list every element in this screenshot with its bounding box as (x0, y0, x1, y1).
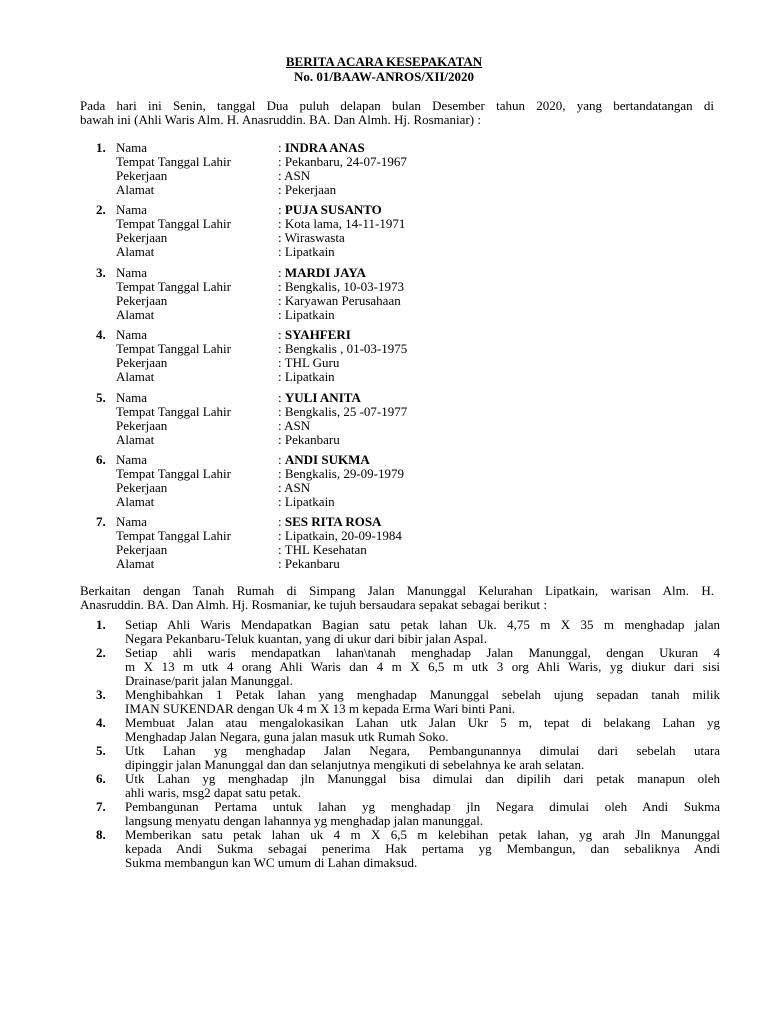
heir-row (116, 155, 716, 169)
agreement-number: 7. (96, 799, 106, 814)
agreement-item (80, 618, 720, 646)
heir-row (116, 495, 716, 509)
agreement-intro-paragraph (80, 584, 714, 612)
heir-birth: : Lipatkain, 20-09-1984 (278, 528, 402, 544)
occupation-label: Pekerjaan (116, 479, 168, 495)
nama-label: Nama (116, 514, 148, 530)
birth-label: Tempat Tanggal Lahir (116, 154, 231, 169)
heir-row (116, 203, 716, 217)
agreements-list (80, 618, 720, 870)
heir-row (116, 294, 716, 308)
agreement-line: m X 13 m utk 4 orang Ahli Waris dan 4 m X 6,5 m utk 3 org Ahli Waris, yg diukur dari sisi (125, 659, 720, 674)
heir-row (116, 467, 716, 481)
heir-row (116, 405, 716, 419)
heir-number: 5. (96, 389, 106, 405)
heir-number: 4. (96, 327, 106, 343)
address-label: Alamat (116, 244, 155, 260)
agreement-text (125, 618, 720, 646)
agreement-line: Membuat Jalan atau mengalokasikan Lahan utk Jalan Ukr 5 m, tepat di belakang Lahan yg (125, 715, 720, 730)
heir-row (116, 231, 716, 245)
heir-row (116, 183, 716, 197)
name-colon: : (278, 327, 285, 343)
heir-birth: : Bengkalis , 01-03-1975 (278, 341, 408, 357)
heir-row (116, 529, 716, 543)
agreement-item (80, 800, 720, 828)
heir-row (116, 342, 716, 356)
agreement-text (125, 646, 720, 688)
agreement-line: Sukma membangun kan WC umum di Lahan dimaksud. (125, 855, 418, 870)
address-label: Alamat (116, 306, 155, 322)
intro-paragraph (80, 99, 714, 127)
heir-birth: : Pekanbaru, 24-07-1967 (278, 154, 407, 169)
heir-address: : Lipatkain (278, 493, 335, 509)
agreement-text (125, 744, 720, 772)
heir-occupation: : ASN (278, 417, 311, 433)
heir-entry (80, 141, 720, 197)
occupation-label: Pekerjaan (116, 292, 168, 308)
heir-name-text: PUJA SUSANTO (284, 202, 382, 218)
occupation-label: Pekerjaan (116, 168, 168, 183)
agreement-line: Setiap ahli waris mendapatkan lahan\tanah menghadap Jalan Manunggal, dengan Ukuran 4 (125, 645, 720, 660)
agreement-number: 3. (96, 687, 106, 702)
heir-address: : Pekerjaan (278, 182, 337, 197)
heir-name-text: SES RITA ROSA (284, 514, 382, 530)
nama-label: Nama (116, 264, 148, 280)
occupation-label: Pekerjaan (116, 355, 168, 371)
heir-row (116, 515, 716, 529)
agreement-item (80, 744, 720, 772)
nama-label: Nama (116, 140, 148, 155)
name-colon: : (278, 514, 285, 530)
heir-name-text: SYAHFERI (284, 327, 351, 343)
agreement-line: Utk Lahan yg menghadap Jalan Negara, Pembangunannya dimulai dari sebelah utara (125, 743, 720, 758)
heir-number: 7. (96, 514, 106, 530)
heir-row (116, 391, 716, 405)
heir-address: : Pekanbaru (278, 431, 340, 447)
heir-row (116, 356, 716, 370)
heir-row (116, 328, 716, 342)
agreement-item (80, 688, 720, 716)
birth-label: Tempat Tanggal Lahir (116, 528, 231, 544)
agreement-line: Menghibahkan 1 Petak lahan yang menghadap Manunggal sebelah ujung sepadan tanah milik (125, 687, 720, 702)
heir-name (278, 266, 366, 280)
agreement-item (80, 716, 720, 744)
heir-entry (80, 515, 720, 571)
occupation-label: Pekerjaan (116, 542, 168, 558)
heir-row (116, 266, 716, 280)
agreement-text (125, 828, 720, 870)
heir-address: : Lipatkain (278, 244, 335, 260)
heir-address: : Pekanbaru (278, 556, 340, 572)
agreement-item (80, 772, 720, 800)
agreement-number: 2. (96, 645, 106, 660)
document-title: BERITA ACARA KESEPAKATAN (285, 54, 483, 69)
name-colon: : (278, 264, 285, 280)
agreement-text (125, 688, 720, 716)
nama-label: Nama (116, 451, 148, 467)
agreement-line: ahli waris, msg2 dapat satu petak. (125, 785, 301, 800)
heir-number: 3. (96, 264, 106, 280)
agreement-number: 5. (96, 743, 106, 758)
heir-address: : Lipatkain (278, 306, 335, 322)
heir-row (116, 141, 716, 155)
birth-label: Tempat Tanggal Lahir (116, 216, 231, 232)
heir-name (278, 203, 382, 217)
heir-address: : Lipatkain (278, 369, 335, 385)
agreement-number: 8. (96, 827, 106, 842)
heir-birth: : Bengkalis, 25 -07-1977 (278, 403, 408, 419)
agreement-line: dipinggir jalan Manunggal dan dan selanjutnya mengikuti di sebelahnya ke arah selatan. (125, 757, 585, 772)
address-label: Alamat (116, 493, 155, 509)
agreement-number: 4. (96, 715, 106, 730)
birth-label: Tempat Tanggal Lahir (116, 403, 231, 419)
heir-entry (80, 266, 720, 322)
heir-name-text: YULI ANITA (284, 389, 361, 405)
heir-name-text: ANDI SUKMA (284, 451, 370, 467)
heir-row (116, 308, 716, 322)
heir-row (116, 543, 716, 557)
heir-name (278, 515, 381, 529)
heir-entry (80, 453, 720, 509)
nama-label: Nama (116, 202, 148, 218)
birth-label: Tempat Tanggal Lahir (116, 465, 231, 481)
nama-label: Nama (116, 389, 148, 405)
heir-occupation: : ASN (278, 168, 311, 183)
agreement-line: Memberikan satu petak lahan uk 4 m X 6,5 m kelebihan petak lahan, yg arah Jln Manunggal (125, 827, 720, 842)
address-label: Alamat (116, 431, 155, 447)
nama-label: Nama (116, 327, 148, 343)
name-colon: : (278, 389, 285, 405)
address-label: Alamat (116, 369, 155, 385)
agreement-item (80, 828, 720, 870)
heir-birth: : Bengkalis, 29-09-1979 (278, 465, 405, 481)
birth-label: Tempat Tanggal Lahir (116, 341, 231, 357)
agreement-number: 6. (96, 771, 106, 786)
agreement-line: Utk Lahan yg menghadap jln Manunggal bisa dimulai dan dipilih dari petak manapun oleh (125, 771, 720, 786)
heir-number: 2. (96, 202, 106, 218)
heir-number: 6. (96, 451, 106, 467)
heirs-list (80, 141, 720, 578)
heir-row (116, 280, 716, 294)
agreement-line: kepada Andi Sukma sebagai penerima Hak pertama yg Membangun, dan sebaliknya Andi (125, 841, 720, 856)
heir-row (116, 481, 716, 495)
agreement-text (125, 800, 720, 828)
intro-line: bawah ini (Ahli Waris Alm. H. Anasruddin. BA. Dan Almh. Hj. Rosmaniar) : (80, 112, 481, 127)
heir-name-text: INDRA ANAS (284, 140, 365, 155)
heir-occupation: : THL Guru (278, 355, 340, 371)
heir-name (278, 453, 370, 467)
heir-row (116, 217, 716, 231)
heir-occupation: : Karyawan Perusahaan (278, 292, 401, 308)
heir-occupation: : ASN (278, 479, 311, 495)
heir-entry (80, 391, 720, 447)
heir-birth: : Kota lama, 14-11-1971 (278, 216, 406, 232)
name-colon: : (278, 140, 285, 155)
agreement-intro-line: Berkaitan dengan Tanah Rumah di Simpang Jalan Manunggal Kelurahan Lipatkain, warisan Alm. H. (80, 583, 714, 598)
address-label: Alamat (116, 556, 155, 572)
heir-name (278, 328, 351, 342)
agreement-line: Setiap Ahli Waris Mendapatkan Bagian satu petak lahan Uk. 4,75 m X 35 m menghadap jalan (125, 617, 720, 632)
heir-row (116, 453, 716, 467)
heir-name (278, 141, 365, 155)
heir-birth: : Bengkalis, 10-03-1973 (278, 278, 405, 294)
agreement-text (125, 772, 720, 800)
name-colon: : (278, 202, 285, 218)
heir-row (116, 433, 716, 447)
heir-entry (80, 328, 720, 384)
agreement-text (125, 716, 720, 744)
heir-occupation: : Wiraswasta (278, 230, 345, 246)
heir-row (116, 557, 716, 571)
agreement-intro-line: Anasruddin. BA. Dan Almh. Hj. Rosmaniar, ke tujuh bersaudara sepakat sebagai berikut : (80, 597, 548, 612)
agreement-line: langsung menyatu dengan lahannya yg menghadap jalan manunggal. (125, 813, 484, 828)
heir-row (116, 419, 716, 433)
heir-row (116, 245, 716, 259)
heir-name (278, 391, 361, 405)
agreement-line: Drainase/parit jalan Manunggal. (125, 673, 293, 688)
name-colon: : (278, 451, 285, 467)
address-label: Alamat (116, 182, 155, 197)
heir-name-text: MARDI JAYA (284, 264, 366, 280)
intro-line: Pada hari ini Senin, tanggal Dua puluh delapan bulan Desember tahun 2020, yang bertandatangan di (80, 98, 714, 113)
agreement-number: 1. (96, 617, 106, 632)
document-number: No. 01/BAAW-ANROS/XII/2020 (293, 69, 475, 84)
heir-number: 1. (96, 140, 106, 155)
agreement-item (80, 646, 720, 688)
heir-occupation: : THL Kesehatan (278, 542, 367, 558)
heir-entry (80, 203, 720, 259)
agreement-line: IMAN SUKENDAR dengan Uk 4 m X 13 m kepada Erma Wari binti Pani. (125, 701, 516, 716)
heir-row (116, 370, 716, 384)
agreement-line: Menghadap Jalan Negara, guna jalan masuk utk Rumah Soko. (125, 729, 449, 744)
heir-row (116, 169, 716, 183)
agreement-line: Negara Pekanbaru-Teluk kuantan, yang di ukur dari bibir jalan Aspal. (125, 631, 487, 646)
occupation-label: Pekerjaan (116, 417, 168, 433)
occupation-label: Pekerjaan (116, 230, 168, 246)
birth-label: Tempat Tanggal Lahir (116, 278, 231, 294)
agreement-line: Pembangunan Pertama untuk lahan yg menghadap jln Negara dimulai oleh Andi Sukma (125, 799, 720, 814)
